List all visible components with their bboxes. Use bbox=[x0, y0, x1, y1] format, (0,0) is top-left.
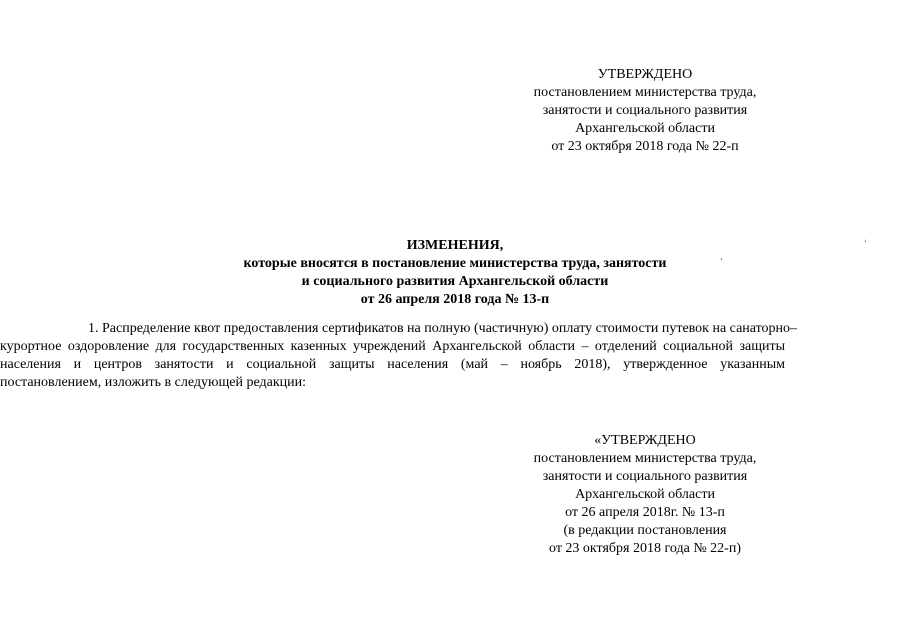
approval-line: «УТВЕРЖДЕНО bbox=[594, 433, 696, 448]
body-paragraph bbox=[0, 320, 798, 392]
approval-line: постановлением министерства труда, bbox=[533, 85, 757, 100]
approval-line: УТВЕРЖДЕНО bbox=[597, 67, 693, 82]
approval-stamp-quoted bbox=[500, 432, 790, 558]
approval-line: от 26 апреля 2018г. № 13-п bbox=[565, 505, 725, 520]
approval-line: Архангельской области bbox=[575, 487, 715, 502]
heading-line: от 26 апреля 2018 года № 13-п bbox=[360, 292, 550, 307]
paragraph-line: населения и центров занятости и социальной защиты населения (май – ноябрь 2018), утвержденное указанным bbox=[0, 357, 785, 372]
document-heading bbox=[210, 237, 700, 309]
approval-line: от 23 октября 2018 года № 22-п bbox=[551, 139, 739, 154]
approval-line: (в редакции постановления bbox=[563, 523, 727, 538]
heading-line: и социального развития Архангельской области bbox=[301, 274, 609, 289]
scan-mark: ʻ bbox=[720, 256, 723, 266]
approval-line: занятости и социального развития bbox=[542, 469, 748, 484]
approval-line: от 23 октября 2018 года № 22-п) bbox=[549, 541, 741, 556]
approval-line: постановлением министерства труда, bbox=[533, 451, 757, 466]
paragraph-line: курортное оздоровление для государственных казенных учреждений Архангельской области – отделений социальной защиты bbox=[0, 339, 785, 354]
heading-title: ИЗМЕНЕНИЯ, bbox=[406, 238, 504, 253]
paragraph-line: постановлением, изложить в следующей редакции: bbox=[0, 375, 307, 390]
scan-mark: ʻ bbox=[864, 238, 867, 248]
approval-stamp-top bbox=[500, 66, 790, 156]
paragraph-line: 1. Распределение квот предоставления сертификатов на полную (частичную) оплату стоимости путевок на санаторно– bbox=[88, 321, 798, 336]
approval-line: занятости и социального развития bbox=[542, 103, 748, 118]
heading-line: которые вносятся в постановление министерства труда, занятости bbox=[243, 256, 667, 271]
approval-line: Архангельской области bbox=[575, 121, 715, 136]
